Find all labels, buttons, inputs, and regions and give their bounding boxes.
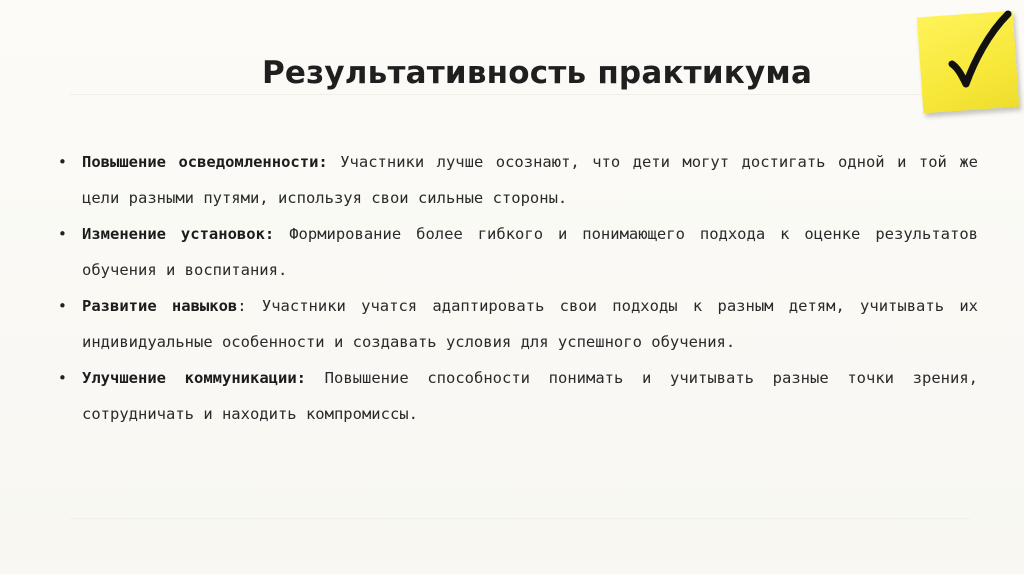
bullet-text: Повышение способности понимать и учитывать разные точки зрения, сотрудничать и находить компромиссы.	[82, 369, 978, 423]
list-item	[58, 360, 978, 432]
bullet-text: : Участники учатся адаптировать свои подходы к разным детям, учитывать их индивидуальные особенности и создавать условия для успешного обучения.	[82, 297, 978, 351]
bullet-icon: •	[58, 297, 67, 315]
bullet-term: Развитие навыков	[82, 297, 238, 315]
bullet-text: Формирование более гибкого и понимающего подхода к оценке результатов обучения и воспитания.	[82, 225, 978, 279]
page-title: Результативность практикума	[262, 54, 813, 91]
bullet-term: Повышение осведомленности:	[82, 153, 328, 171]
bullet-icon: •	[58, 225, 67, 243]
list-item	[58, 144, 978, 216]
bullet-icon: •	[58, 369, 67, 387]
bullet-text: Участники лучше осознают, что дети могут достигать одной и той же цели разными путями, используя свои сильные стороны.	[82, 153, 978, 207]
list-item	[58, 216, 978, 288]
checkmark-icon	[942, 4, 1014, 104]
list-item	[58, 288, 978, 360]
bullet-list	[58, 144, 978, 432]
bullet-term: Улучшение коммуникации:	[82, 369, 306, 387]
bullet-term: Изменение установок:	[82, 225, 275, 243]
bullet-icon: •	[58, 153, 67, 171]
paper-line	[70, 518, 970, 519]
